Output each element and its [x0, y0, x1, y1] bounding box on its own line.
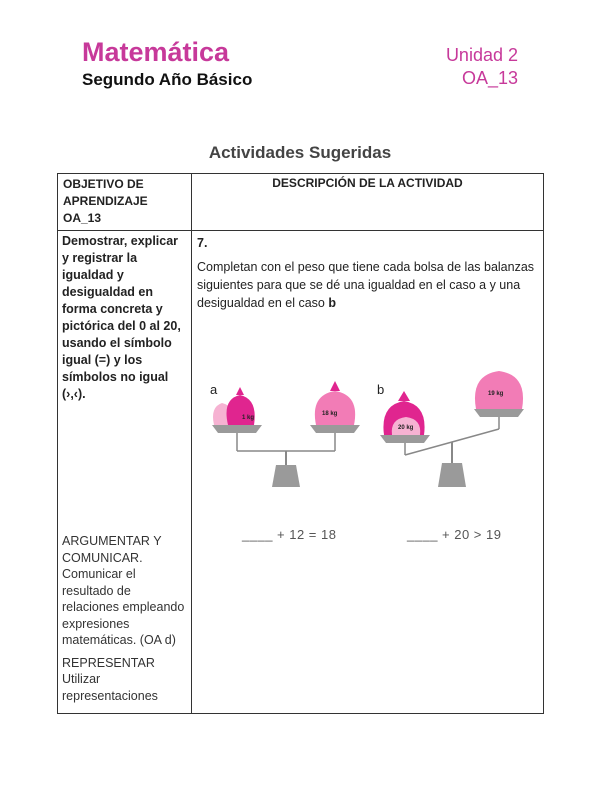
scale-a — [212, 381, 360, 487]
grade-title: Segundo Año Básico — [82, 70, 253, 89]
section-title: Actividades Sugeridas — [208, 143, 392, 162]
equation-b: ____ + 20 > 19 — [407, 527, 502, 542]
description-cell — [192, 231, 544, 714]
objective-text: Demostrar, explicar y registrar la igualdad y desigualdad en forma concreta y pictórica del 0 al 20, usando el símbolo igual (=) y los símbolos no igual (›,‹). — [62, 234, 181, 401]
skill-text: Utilizar representaciones — [62, 672, 158, 703]
scale-a-left-pan — [212, 425, 262, 433]
scale-a-base — [272, 465, 300, 487]
subject-title: Matemática — [82, 37, 230, 67]
skill-argumentar — [58, 533, 191, 649]
table-header-row — [58, 174, 544, 231]
unit-label: Unidad 2 — [445, 45, 518, 65]
bag-b-right — [475, 371, 523, 409]
balance-scales-figure — [192, 371, 552, 531]
bag-b-left-weight: 20 kg — [398, 425, 414, 431]
table-row — [58, 231, 544, 714]
activity-number: 7. — [197, 236, 208, 250]
instruction-text: Completan con el peso que tiene cada bolsa de las balanzas siguientes para que se dé una igualdad en el caso a y una desigualdad en el caso — [197, 260, 535, 310]
case-a-label: a — [210, 382, 218, 397]
scale-a-right-pan — [310, 425, 360, 433]
activity-description — [192, 231, 543, 542]
scale-b-right-pan — [474, 409, 524, 417]
scale-b-left-pan — [380, 435, 430, 443]
bag-a-right-weight: 18 kg — [322, 411, 338, 417]
equation-a: ____ + 12 = 18 — [242, 527, 337, 542]
scale-b-base — [438, 463, 466, 487]
header-right — [446, 44, 518, 90]
description-header: DESCRIPCIÓN DE LA ACTIVIDAD — [192, 174, 544, 231]
skill-representar — [58, 655, 191, 705]
activity-instruction — [197, 258, 538, 312]
skill-title: REPRESENTAR — [62, 655, 155, 670]
case-b-label: b — [377, 382, 385, 397]
header-left — [82, 36, 252, 90]
scale-b — [380, 371, 524, 487]
objective-header: OBJETIVO DE APRENDIZAJE OA_13 — [58, 174, 192, 231]
bag-a-left-weight: 1 kg — [242, 415, 255, 421]
oa-code-label: OA_13 — [461, 68, 518, 88]
skill-text: Comunicar el resultado de relaciones empleando expresiones matemáticas. (OA d) — [62, 567, 185, 647]
bag-a-right — [315, 391, 355, 425]
bag-b-right-weight: 19 kg — [488, 391, 504, 397]
objective-cell — [58, 231, 192, 714]
instruction-bold: b — [328, 296, 336, 310]
skill-title: ARGUMENTAR Y COMUNICAR. — [62, 534, 162, 565]
activity-table — [57, 173, 544, 714]
